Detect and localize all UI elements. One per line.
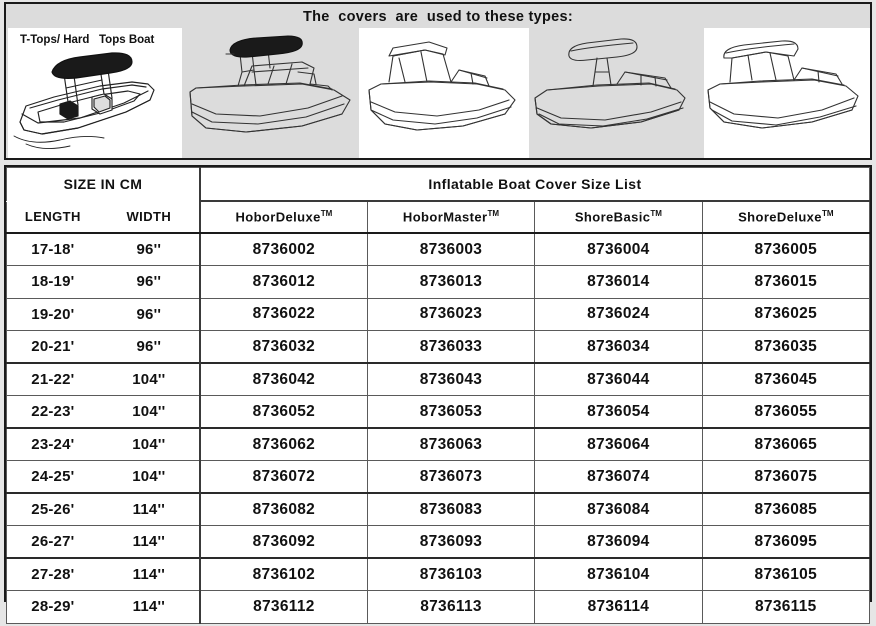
brand-name-shoredeluxe: ShoreDeluxe <box>738 209 822 225</box>
cell-sku: 8736082 <box>200 493 367 526</box>
cell-width: 114'' <box>99 558 200 591</box>
boat-panel-tower-boat <box>529 28 704 160</box>
cell-length: 22-23' <box>7 396 99 429</box>
boat-panel-center-console <box>182 28 359 160</box>
cell-sku: 8736055 <box>702 396 869 429</box>
cell-sku: 8736022 <box>200 298 367 331</box>
cell-length: 23-24' <box>7 428 99 461</box>
cell-sku: 8736004 <box>535 233 702 266</box>
cell-sku: 8736053 <box>367 396 534 429</box>
header-size-list: Inflatable Boat Cover Size List <box>200 168 870 202</box>
cell-length: 19-20' <box>7 298 99 331</box>
cell-sku: 8736052 <box>200 396 367 429</box>
header-brand-hobormaster <box>367 201 534 233</box>
cell-width: 104'' <box>99 461 200 494</box>
cell-sku: 8736054 <box>535 396 702 429</box>
cell-sku: 8736115 <box>702 591 869 624</box>
trademark-symbol-hobordeluxe: TM <box>320 209 333 219</box>
header-length: LENGTH <box>7 201 99 233</box>
cell-length: 28-29' <box>7 591 99 624</box>
cell-sku: 8736015 <box>702 266 869 299</box>
cell-sku: 8736075 <box>702 461 869 494</box>
banner-title: The covers are used to these types: <box>302 9 574 25</box>
cell-sku: 8736063 <box>367 428 534 461</box>
table-row <box>7 331 870 364</box>
cell-length: 20-21' <box>7 331 99 364</box>
cell-length: 26-27' <box>7 526 99 559</box>
cell-width: 96'' <box>99 331 200 364</box>
cell-sku: 8736114 <box>535 591 702 624</box>
table-row <box>7 428 870 461</box>
cell-sku: 8736092 <box>200 526 367 559</box>
table-row <box>7 266 870 299</box>
boat-types-banner <box>4 2 872 160</box>
table-row <box>7 591 870 624</box>
boat-panel-t-tops-hard-tops <box>8 28 182 160</box>
table-row <box>7 233 870 266</box>
header-size-in-cm: SIZE IN CM <box>7 168 200 202</box>
cell-sku: 8736073 <box>367 461 534 494</box>
hard-top-cabin-boat-icon <box>359 28 529 160</box>
cell-length: 21-22' <box>7 363 99 396</box>
cell-sku: 8736085 <box>702 493 869 526</box>
cell-sku: 8736035 <box>702 331 869 364</box>
cell-sku: 8736074 <box>535 461 702 494</box>
header-width: WIDTH <box>99 201 200 233</box>
size-table-container <box>4 165 872 616</box>
cell-sku: 8736102 <box>200 558 367 591</box>
cell-width: 96'' <box>99 298 200 331</box>
t-top-center-console-boat-icon <box>8 28 182 160</box>
cell-sku: 8736024 <box>535 298 702 331</box>
table-head <box>7 168 870 234</box>
table-sub-header-row <box>7 201 870 233</box>
table-body <box>7 233 870 623</box>
header-brand-shorebasic <box>535 201 702 233</box>
inflatable-boat-cover-size-table <box>6 167 870 624</box>
cell-sku: 8736113 <box>367 591 534 624</box>
trademark-symbol-hobormaster: TM <box>487 209 500 219</box>
table-row <box>7 298 870 331</box>
cell-width: 104'' <box>99 396 200 429</box>
cell-sku: 8736072 <box>200 461 367 494</box>
cell-sku: 8736005 <box>702 233 869 266</box>
cell-width: 104'' <box>99 363 200 396</box>
cell-sku: 8736105 <box>702 558 869 591</box>
cell-width: 114'' <box>99 526 200 559</box>
cell-sku: 8736083 <box>367 493 534 526</box>
cell-width: 104'' <box>99 428 200 461</box>
trademark-symbol-shoredeluxe: TM <box>821 209 834 219</box>
header-brand-hobordeluxe <box>200 201 367 233</box>
table-row <box>7 461 870 494</box>
cell-sku: 8736044 <box>535 363 702 396</box>
tower-boat-icon <box>529 28 704 160</box>
table-group-header-row <box>7 168 870 202</box>
boat-panel-hard-top-cabin <box>359 28 529 160</box>
cell-width: 96'' <box>99 233 200 266</box>
table-row <box>7 526 870 559</box>
table-row <box>7 493 870 526</box>
cell-width: 96'' <box>99 266 200 299</box>
cell-sku: 8736003 <box>367 233 534 266</box>
cell-length: 27-28' <box>7 558 99 591</box>
cell-sku: 8736084 <box>535 493 702 526</box>
cell-length: 24-25' <box>7 461 99 494</box>
cell-sku: 8736042 <box>200 363 367 396</box>
panel-label-t-tops: T-Tops/ Hard Tops Boat <box>20 34 155 46</box>
cell-width: 114'' <box>99 591 200 624</box>
cell-sku: 8736062 <box>200 428 367 461</box>
cell-sku: 8736093 <box>367 526 534 559</box>
cell-sku: 8736014 <box>535 266 702 299</box>
trademark-symbol-shorebasic: TM <box>650 209 662 219</box>
cell-length: 18-19' <box>7 266 99 299</box>
table-row <box>7 363 870 396</box>
cell-sku: 8736025 <box>702 298 869 331</box>
cell-sku: 8736002 <box>200 233 367 266</box>
cell-sku: 8736043 <box>367 363 534 396</box>
boat-panel-hard-top-cruiser <box>704 28 870 160</box>
center-console-t-top-boat-icon <box>182 28 359 160</box>
cell-sku: 8736064 <box>535 428 702 461</box>
cell-sku: 8736045 <box>702 363 869 396</box>
cell-sku: 8736013 <box>367 266 534 299</box>
cell-length: 17-18' <box>7 233 99 266</box>
cell-sku: 8736012 <box>200 266 367 299</box>
cell-sku: 8736112 <box>200 591 367 624</box>
brand-name-hobordeluxe: HoborDeluxe <box>235 209 321 225</box>
cell-sku: 8736094 <box>535 526 702 559</box>
header-brand-shoredeluxe <box>702 201 869 233</box>
brand-name-hobormaster: HoborMaster <box>402 209 488 225</box>
table-row <box>7 396 870 429</box>
cell-sku: 8736032 <box>200 331 367 364</box>
cell-sku: 8736095 <box>702 526 869 559</box>
cell-sku: 8736103 <box>367 558 534 591</box>
table-row <box>7 558 870 591</box>
cell-width: 114'' <box>99 493 200 526</box>
cell-sku: 8736104 <box>535 558 702 591</box>
cell-length: 25-26' <box>7 493 99 526</box>
brand-name-shorebasic: ShoreBasic <box>574 209 651 225</box>
cell-sku: 8736034 <box>535 331 702 364</box>
hard-top-cruiser-boat-icon <box>704 28 870 160</box>
cell-sku: 8736065 <box>702 428 869 461</box>
cell-sku: 8736033 <box>367 331 534 364</box>
cell-sku: 8736023 <box>367 298 534 331</box>
